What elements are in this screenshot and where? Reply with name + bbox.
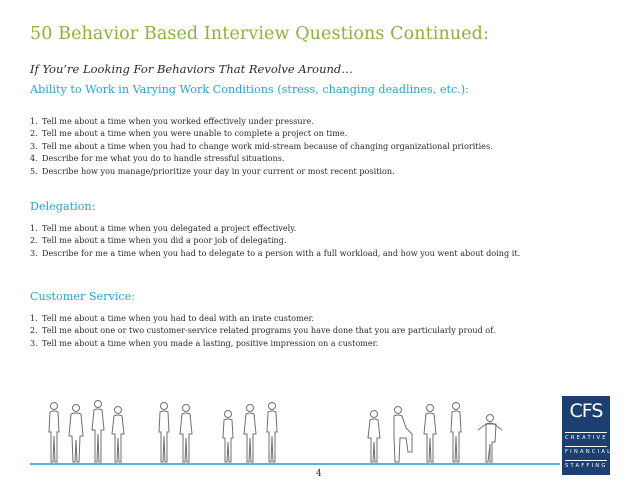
- person-icon: [69, 405, 83, 463]
- list-item: 2. Tell me about a time when you did a poor job of delegating.: [30, 235, 287, 246]
- page-subtitle: If You’re Looking For Behaviors That Revolve Around…: [30, 62, 353, 76]
- list-item: 3. Tell me about a time when you made a lasting, positive impression on a customer.: [30, 337, 379, 348]
- person-icon: [368, 411, 380, 463]
- person-icon: [478, 415, 502, 463]
- list-item: 2. Tell me about one or two customer-service related programs you have done that you are particularly proud of.: [30, 325, 496, 336]
- person-icon: [49, 403, 59, 463]
- person-icon: [267, 403, 277, 463]
- person-icon: [92, 401, 104, 463]
- people-silhouettes-illustration: [30, 400, 560, 464]
- person-icon: [180, 405, 192, 463]
- list-item: 5. Describe how you manage/prioritize your day in your current or most recent position.: [30, 165, 395, 176]
- footer-rule: [30, 463, 560, 465]
- page-title: 50 Behavior Based Interview Questions Continued:: [30, 24, 489, 44]
- section-heading-delegation: Delegation:: [30, 200, 96, 213]
- logo-word: CREATIVE: [565, 432, 607, 443]
- list-item: 1. Tell me about a time when you delegated a project effectively.: [30, 223, 297, 233]
- logo-word: FINANCIAL: [565, 446, 607, 457]
- question-list-work-conditions: [30, 115, 493, 177]
- list-item: 3. Describe for me a time when you had to delegate to a person with a full workload, and how you went about doing it.: [30, 247, 521, 258]
- list-item: 1. Tell me about a time when you had to deal with an irate customer.: [30, 313, 315, 323]
- section-heading-customer-service: Customer Service:: [30, 290, 136, 303]
- list-item: 1. Tell me about a time when you worked effectively under pressure.: [30, 116, 314, 126]
- logo-mark: CFS: [569, 400, 603, 422]
- company-logo: [562, 396, 613, 475]
- person-icon: [223, 411, 233, 463]
- person-icon: [424, 405, 436, 463]
- question-list-customer-service: [30, 312, 495, 349]
- question-list-delegation: [30, 222, 520, 259]
- list-item: 2. Tell me about a time when you were unable to complete a project on time.: [30, 128, 348, 139]
- person-icon: [244, 405, 256, 463]
- person-icon: [451, 403, 461, 463]
- page-number: 4: [316, 469, 322, 479]
- logo-word: STAFFING: [565, 460, 607, 471]
- section-heading-work-conditions: Ability to Work in Varying Work Conditions (stress, changing deadlines, etc.):: [30, 83, 469, 96]
- person-icon: [159, 403, 169, 463]
- person-icon: [112, 407, 124, 463]
- person-icon: [394, 407, 412, 463]
- list-item: 3. Tell me about a time when you had to change work mid-stream because of changing organizational priorities.: [30, 140, 493, 151]
- list-item: 4. Describe for me what you do to handle stressful situations.: [30, 153, 285, 164]
